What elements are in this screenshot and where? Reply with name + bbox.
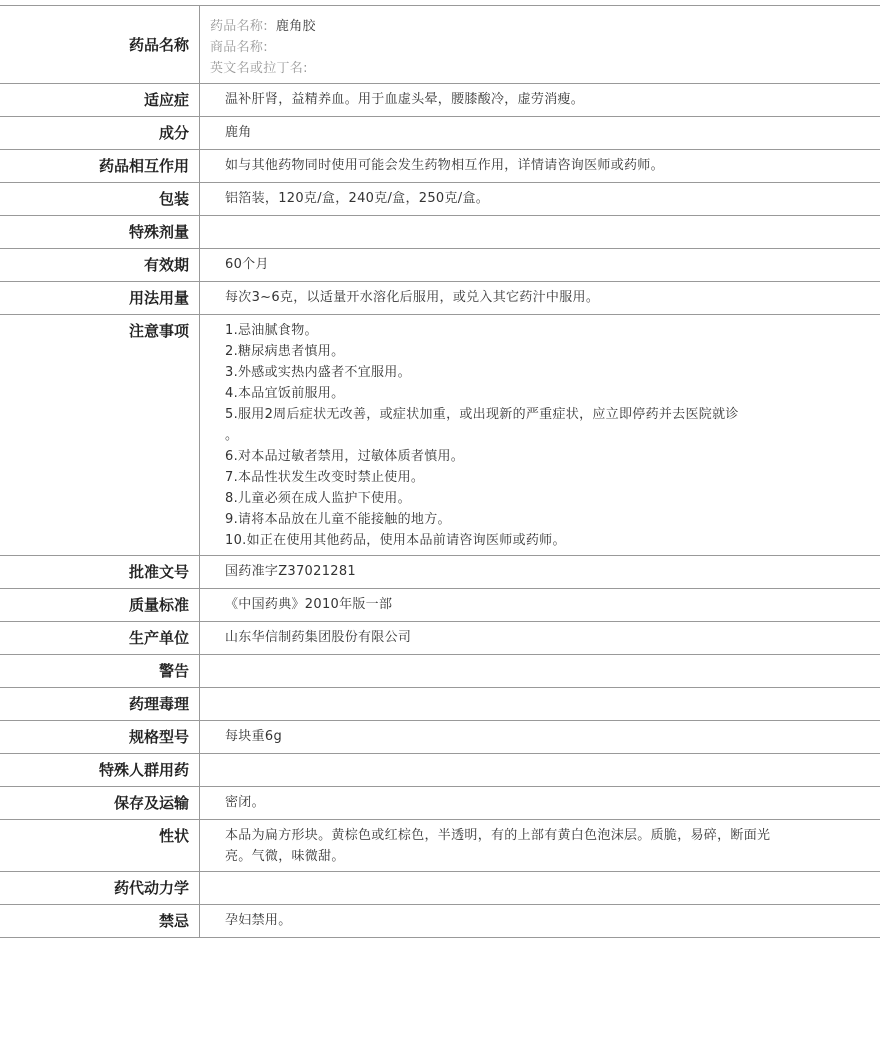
label-manufacturer: 生产单位 bbox=[0, 622, 200, 654]
row-specification bbox=[0, 721, 880, 754]
generic-name-value: 鹿角胶 bbox=[275, 19, 316, 34]
value-warning bbox=[200, 655, 880, 687]
row-appearance bbox=[0, 820, 880, 872]
generic-name-line bbox=[210, 16, 870, 37]
value-special-population bbox=[200, 754, 880, 786]
precaution-item: 5.服用2周后症状无改善，或症状加重，或出现新的严重症状，应立即停药并去医院就诊 bbox=[225, 407, 739, 422]
precaution-item: 6.对本品过敏者禁用，过敏体质者慎用。 bbox=[225, 449, 465, 464]
drug-spec-table bbox=[0, 5, 880, 938]
row-package bbox=[0, 183, 880, 216]
value-standard: 《中国药典》2010年版一部 bbox=[225, 597, 393, 612]
precaution-item: 9.请将本品放在儿童不能接触的地方。 bbox=[225, 512, 451, 527]
precaution-item: 7.本品性状发生改变时禁止使用。 bbox=[225, 470, 425, 485]
label-precautions: 注意事项 bbox=[0, 315, 200, 555]
generic-name-key: 药品名称: bbox=[210, 19, 268, 34]
value-package: 铝箔装，120克/盒，240克/盒，250克/盒。 bbox=[225, 191, 490, 206]
label-ingredients: 成分 bbox=[0, 117, 200, 149]
value-drug-name bbox=[200, 6, 880, 83]
precaution-item: 10.如正在使用其他药品，使用本品前请咨询医师或药师。 bbox=[225, 533, 566, 548]
label-interaction: 药品相互作用 bbox=[0, 150, 200, 182]
value-usage: 每次3~6克，以适量开水溶化后服用，或兑入其它药汁中服用。 bbox=[225, 290, 600, 305]
label-contraindication: 禁忌 bbox=[0, 905, 200, 937]
row-special-dosage bbox=[0, 216, 880, 249]
label-special-population: 特殊人群用药 bbox=[0, 754, 200, 786]
value-manufacturer: 山东华信制药集团股份有限公司 bbox=[225, 630, 412, 645]
row-toxicology bbox=[0, 688, 880, 721]
value-approval: 国药准字Z37021281 bbox=[225, 564, 356, 579]
value-special-dosage bbox=[200, 216, 880, 248]
row-validity bbox=[0, 249, 880, 282]
trade-name-line bbox=[210, 37, 870, 58]
label-indication: 适应症 bbox=[0, 84, 200, 116]
latin-name-key: 英文名或拉丁名: bbox=[210, 61, 308, 76]
row-usage bbox=[0, 282, 880, 315]
label-specification: 规格型号 bbox=[0, 721, 200, 753]
value-interaction: 如与其他药物同时使用可能会发生药物相互作用，详情请咨询医师或药师。 bbox=[225, 158, 664, 173]
value-pharmacokinetics bbox=[200, 872, 880, 904]
value-validity: 60个月 bbox=[225, 257, 269, 272]
value-toxicology bbox=[200, 688, 880, 720]
label-approval: 批准文号 bbox=[0, 556, 200, 588]
latin-name-line bbox=[210, 58, 870, 79]
label-special-dosage: 特殊剂量 bbox=[0, 216, 200, 248]
precaution-item: 1.忌油腻食物。 bbox=[225, 323, 318, 338]
row-pharmacokinetics bbox=[0, 872, 880, 905]
row-indication bbox=[0, 84, 880, 117]
label-pharmacokinetics: 药代动力学 bbox=[0, 872, 200, 904]
label-validity: 有效期 bbox=[0, 249, 200, 281]
row-precautions bbox=[0, 315, 880, 556]
row-ingredients bbox=[0, 117, 880, 150]
label-package: 包装 bbox=[0, 183, 200, 215]
precaution-item: 3.外感或实热内盛者不宜服用。 bbox=[225, 365, 411, 380]
row-manufacturer bbox=[0, 622, 880, 655]
precaution-item: 4.本品宜饭前服用。 bbox=[225, 386, 345, 401]
row-contraindication bbox=[0, 905, 880, 938]
value-precautions bbox=[200, 315, 880, 555]
label-standard: 质量标准 bbox=[0, 589, 200, 621]
value-specification: 每块重6g bbox=[225, 729, 283, 744]
label-toxicology: 药理毒理 bbox=[0, 688, 200, 720]
precaution-item: 。 bbox=[225, 428, 239, 443]
value-ingredients: 鹿角 bbox=[225, 125, 252, 140]
row-approval bbox=[0, 556, 880, 589]
precaution-item: 8.儿童必须在成人监护下使用。 bbox=[225, 491, 411, 506]
value-contraindication: 孕妇禁用。 bbox=[225, 913, 292, 928]
row-drug-name bbox=[0, 6, 880, 84]
label-appearance: 性状 bbox=[0, 820, 200, 871]
row-standard bbox=[0, 589, 880, 622]
label-usage: 用法用量 bbox=[0, 282, 200, 314]
row-interaction bbox=[0, 150, 880, 183]
row-warning bbox=[0, 655, 880, 688]
value-appearance: 本品为扁方形块。黄棕色或红棕色，半透明，有的上部有黄白色泡沫层。质脆，易碎，断面光亮。气微，味微甜。 bbox=[225, 828, 771, 864]
row-special-population bbox=[0, 754, 880, 787]
label-warning: 警告 bbox=[0, 655, 200, 687]
label-drug-name: 药品名称 bbox=[0, 6, 200, 83]
value-storage: 密闭。 bbox=[225, 795, 265, 810]
label-storage: 保存及运输 bbox=[0, 787, 200, 819]
trade-name-key: 商品名称: bbox=[210, 40, 268, 55]
row-storage bbox=[0, 787, 880, 820]
precaution-item: 2.糖尿病患者慎用。 bbox=[225, 344, 345, 359]
value-indication: 温补肝肾，益精养血。用于血虚头晕，腰膝酸冷，虚劳消瘦。 bbox=[225, 92, 585, 107]
